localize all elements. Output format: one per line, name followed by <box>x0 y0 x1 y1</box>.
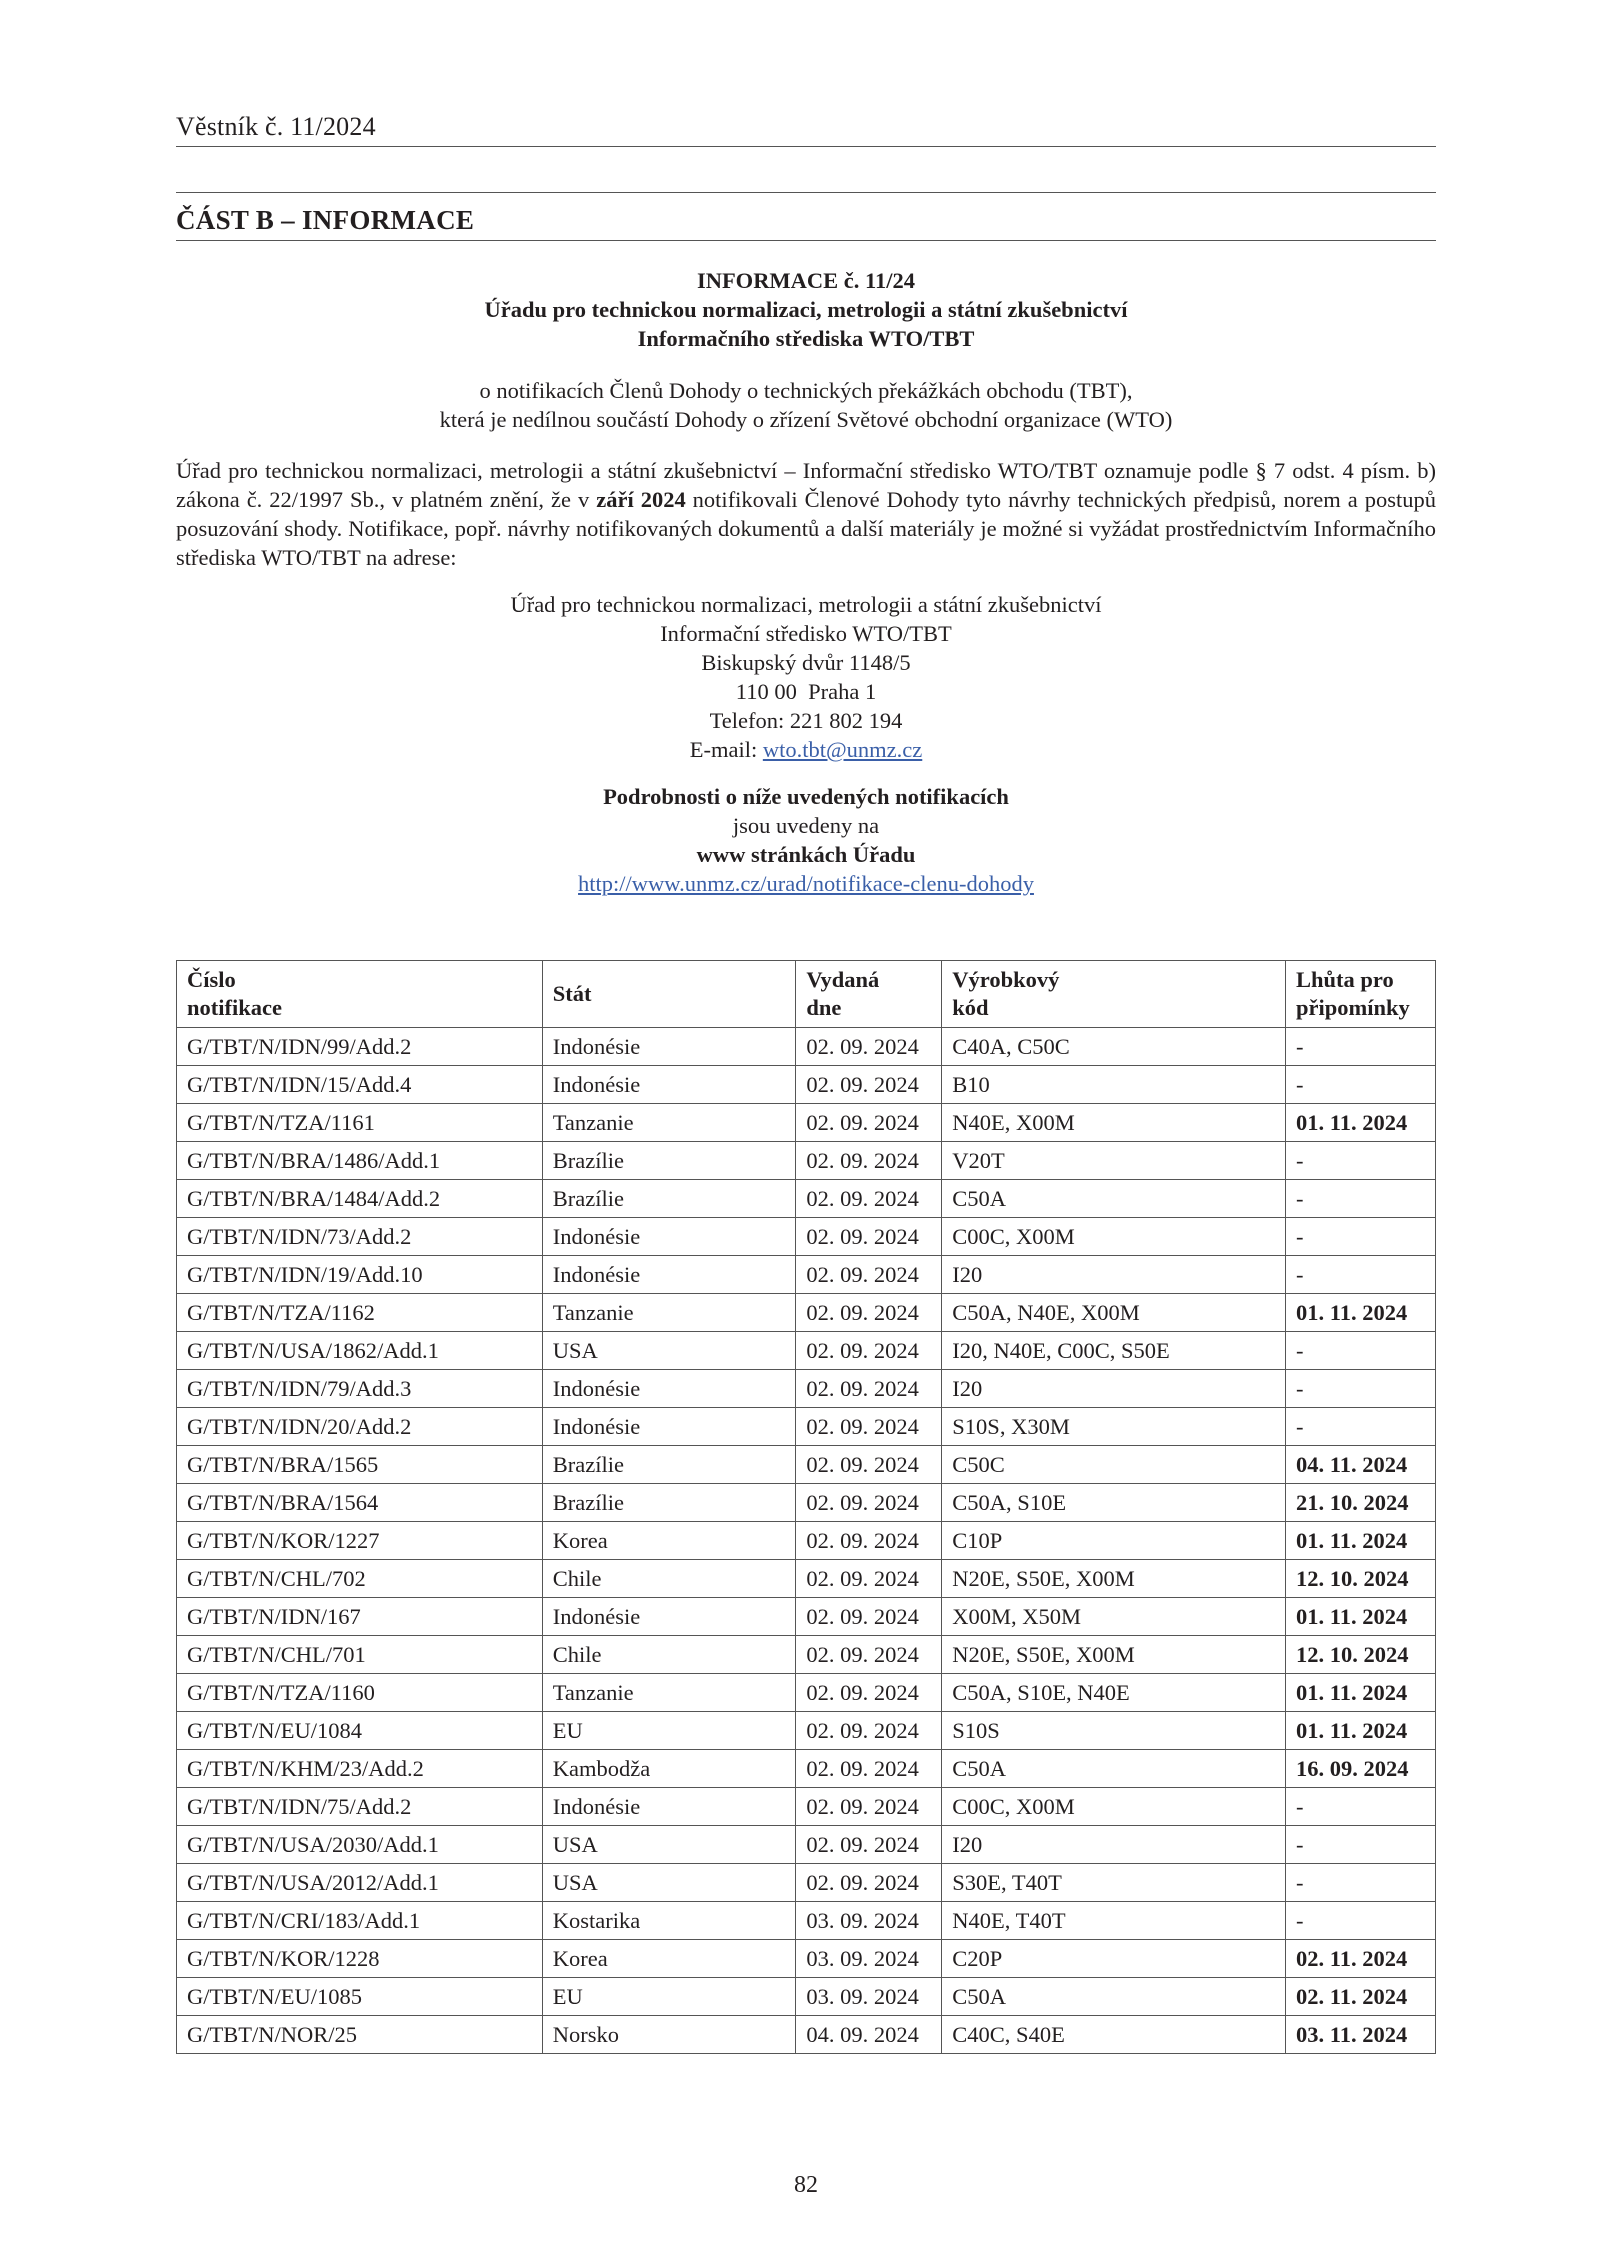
table-row <box>177 1104 1436 1142</box>
state-cell: Indonésie <box>542 1256 796 1294</box>
issued-date-cell: 02. 09. 2024 <box>796 1446 942 1484</box>
address-line: 110 00 Praha 1 <box>735 679 877 704</box>
table-row <box>177 1446 1436 1484</box>
issued-date-cell: 02. 09. 2024 <box>796 1636 942 1674</box>
state-cell: Korea <box>542 1940 796 1978</box>
deadline-cell: - <box>1286 1902 1436 1940</box>
address-line: Telefon: 221 802 194 <box>709 708 903 733</box>
issued-date-cell: 02. 09. 2024 <box>796 1256 942 1294</box>
state-cell: Indonésie <box>542 1408 796 1446</box>
notification-number-cell: G/TBT/N/TZA/1162 <box>177 1294 543 1332</box>
header-deadline: Lhůta pro připomínky <box>1286 961 1436 1028</box>
issued-date-cell: 04. 09. 2024 <box>796 2016 942 2054</box>
table-row <box>177 1940 1436 1978</box>
table-row <box>177 1598 1436 1636</box>
product-code-cell: C10P <box>942 1522 1286 1560</box>
section-rule-bottom <box>176 240 1436 241</box>
state-cell: EU <box>542 1712 796 1750</box>
product-code-cell: S10S <box>942 1712 1286 1750</box>
table-row <box>177 1902 1436 1940</box>
notification-number-cell: G/TBT/N/BRA/1484/Add.2 <box>177 1180 543 1218</box>
notification-number-cell: G/TBT/N/KOR/1227 <box>177 1522 543 1560</box>
details-line: www stránkách Úřadu <box>696 842 916 867</box>
deadline-cell: 12. 10. 2024 <box>1286 1636 1436 1674</box>
deadline-cell: - <box>1286 1142 1436 1180</box>
notification-number-cell: G/TBT/N/IDN/79/Add.3 <box>177 1370 543 1408</box>
notification-number-cell: G/TBT/N/KOR/1228 <box>177 1940 543 1978</box>
details-line: jsou uvedeny na <box>732 813 880 838</box>
table-header-row <box>177 961 1436 1028</box>
issued-date-cell: 03. 09. 2024 <box>796 1902 942 1940</box>
info-subtitle-line: o notifikacích Členů Dohody o technických překážkách obchodu (TBT), <box>479 378 1133 403</box>
notification-number-cell: G/TBT/N/EU/1085 <box>177 1978 543 2016</box>
notification-number-cell: G/TBT/N/BRA/1486/Add.1 <box>177 1142 543 1180</box>
deadline-cell: - <box>1286 1066 1436 1104</box>
info-title-line: Úřadu pro technickou normalizaci, metrologii a státní zkušebnictví <box>484 297 1128 322</box>
product-code-cell: N20E, S50E, X00M <box>942 1560 1286 1598</box>
issued-date-cell: 02. 09. 2024 <box>796 1522 942 1560</box>
deadline-cell: 21. 10. 2024 <box>1286 1484 1436 1522</box>
deadline-cell: 01. 11. 2024 <box>1286 1522 1436 1560</box>
issued-date-cell: 02. 09. 2024 <box>796 1370 942 1408</box>
state-cell: Kambodža <box>542 1750 796 1788</box>
notification-number-cell: G/TBT/N/CHL/702 <box>177 1560 543 1598</box>
deadline-cell: - <box>1286 1370 1436 1408</box>
info-subtitle <box>176 376 1436 434</box>
email-label: E-mail: <box>689 737 763 762</box>
info-subtitle-line: která je nedílnou součástí Dohody o zřízení Světové obchodní organizace (WTO) <box>439 407 1173 432</box>
deadline-cell: 16. 09. 2024 <box>1286 1750 1436 1788</box>
table-row <box>177 2016 1436 2054</box>
issued-date-cell: 03. 09. 2024 <box>796 1940 942 1978</box>
table-row <box>177 1256 1436 1294</box>
state-cell: Korea <box>542 1522 796 1560</box>
issued-date-cell: 02. 09. 2024 <box>796 1598 942 1636</box>
product-code-cell: N40E, T40T <box>942 1902 1286 1940</box>
page-number: 82 <box>794 2172 818 2198</box>
deadline-cell: - <box>1286 1864 1436 1902</box>
state-cell: EU <box>542 1978 796 2016</box>
section-rule-top <box>176 192 1436 193</box>
table-row <box>177 1218 1436 1256</box>
state-cell: USA <box>542 1826 796 1864</box>
product-code-cell: C50A <box>942 1750 1286 1788</box>
product-code-cell: S30E, T40T <box>942 1864 1286 1902</box>
deadline-cell: - <box>1286 1332 1436 1370</box>
state-cell: Indonésie <box>542 1788 796 1826</box>
issued-date-cell: 02. 09. 2024 <box>796 1218 942 1256</box>
deadline-cell: 04. 11. 2024 <box>1286 1446 1436 1484</box>
notification-number-cell: G/TBT/N/IDN/167 <box>177 1598 543 1636</box>
notification-number-cell: G/TBT/N/IDN/15/Add.4 <box>177 1066 543 1104</box>
table-row <box>177 1522 1436 1560</box>
table-body <box>177 1028 1436 2054</box>
header-product-code: Výrobkový kód <box>942 961 1286 1028</box>
notifications-table <box>176 960 1436 2054</box>
notification-number-cell: G/TBT/N/IDN/75/Add.2 <box>177 1788 543 1826</box>
table-row <box>177 1294 1436 1332</box>
deadline-cell: - <box>1286 1408 1436 1446</box>
state-cell: Brazílie <box>542 1446 796 1484</box>
product-code-cell: I20 <box>942 1370 1286 1408</box>
state-cell: Indonésie <box>542 1066 796 1104</box>
table-row <box>177 1978 1436 2016</box>
state-cell: Kostarika <box>542 1902 796 1940</box>
table-row <box>177 1864 1436 1902</box>
running-title: Věstník č. 11/2024 <box>176 112 376 141</box>
issued-date-cell: 02. 09. 2024 <box>796 1332 942 1370</box>
issued-date-cell: 02. 09. 2024 <box>796 1674 942 1712</box>
details-line: Podrobnosti o níže uvedených notifikacích <box>603 784 1009 809</box>
header-state: Stát <box>542 961 796 1028</box>
deadline-cell: 12. 10. 2024 <box>1286 1560 1436 1598</box>
deadline-cell: - <box>1286 1180 1436 1218</box>
issued-date-cell: 02. 09. 2024 <box>796 1484 942 1522</box>
info-title <box>176 266 1436 353</box>
table-row <box>177 1826 1436 1864</box>
deadline-cell: 01. 11. 2024 <box>1286 1294 1436 1332</box>
product-code-cell: C50A <box>942 1978 1286 2016</box>
state-cell: Norsko <box>542 2016 796 2054</box>
state-cell: Indonésie <box>542 1370 796 1408</box>
state-cell: Chile <box>542 1560 796 1598</box>
info-title-line: Informačního střediska WTO/TBT <box>637 326 975 351</box>
info-title-line: INFORMACE č. 11/24 <box>696 268 916 293</box>
product-code-cell: S10S, X30M <box>942 1408 1286 1446</box>
state-cell: Brazílie <box>542 1142 796 1180</box>
product-code-cell: C40C, S40E <box>942 2016 1286 2054</box>
deadline-cell: 01. 11. 2024 <box>1286 1104 1436 1142</box>
details-url-line <box>176 869 1436 898</box>
notification-number-cell: G/TBT/N/BRA/1564 <box>177 1484 543 1522</box>
product-code-cell: N40E, X00M <box>942 1104 1286 1142</box>
notification-number-cell: G/TBT/N/NOR/25 <box>177 2016 543 2054</box>
intro-text: Úřad pro technickou normalizaci, metrologii a státní zkušebnictví – Informační středisko WTO/TBT oznamuje podle § 7 odst. 4 písm. b) zákona č. 22/1997 Sb., v platném znění, že v <box>176 458 1436 512</box>
notification-number-cell: G/TBT/N/IDN/20/Add.2 <box>177 1408 543 1446</box>
email-line <box>176 735 1436 764</box>
notification-number-cell: G/TBT/N/CHL/701 <box>177 1636 543 1674</box>
issued-date-cell: 02. 09. 2024 <box>796 1826 942 1864</box>
issued-date-cell: 02. 09. 2024 <box>796 1864 942 1902</box>
state-cell: Indonésie <box>542 1218 796 1256</box>
table-row <box>177 1560 1436 1598</box>
deadline-cell: 02. 11. 2024 <box>1286 1940 1436 1978</box>
issued-date-cell: 02. 09. 2024 <box>796 1028 942 1066</box>
notification-number-cell: G/TBT/N/IDN/99/Add.2 <box>177 1028 543 1066</box>
product-code-cell: C50A, S10E, N40E <box>942 1674 1286 1712</box>
details-block <box>176 782 1436 898</box>
table-row <box>177 1484 1436 1522</box>
notification-number-cell: G/TBT/N/USA/2012/Add.1 <box>177 1864 543 1902</box>
table-row <box>177 1636 1436 1674</box>
product-code-cell: B10 <box>942 1066 1286 1104</box>
address-line: Úřad pro technickou normalizaci, metrologii a státní zkušebnictví <box>510 592 1102 617</box>
table-row <box>177 1332 1436 1370</box>
notification-number-cell: G/TBT/N/IDN/19/Add.10 <box>177 1256 543 1294</box>
state-cell: Indonésie <box>542 1598 796 1636</box>
issued-date-cell: 02. 09. 2024 <box>796 1750 942 1788</box>
issued-date-cell: 02. 09. 2024 <box>796 1408 942 1446</box>
table-row <box>177 1180 1436 1218</box>
deadline-cell: - <box>1286 1256 1436 1294</box>
product-code-cell: I20 <box>942 1826 1286 1864</box>
product-code-cell: C00C, X00M <box>942 1218 1286 1256</box>
deadline-cell: - <box>1286 1218 1436 1256</box>
intro-month: září 2024 <box>596 487 686 512</box>
notification-number-cell: G/TBT/N/USA/2030/Add.1 <box>177 1826 543 1864</box>
issued-date-cell: 02. 09. 2024 <box>796 1066 942 1104</box>
issued-date-cell: 03. 09. 2024 <box>796 1978 942 2016</box>
state-cell: Indonésie <box>542 1028 796 1066</box>
product-code-cell: C50C <box>942 1446 1286 1484</box>
issued-date-cell: 02. 09. 2024 <box>796 1142 942 1180</box>
state-cell: Tanzanie <box>542 1104 796 1142</box>
state-cell: Brazílie <box>542 1180 796 1218</box>
notification-number-cell: G/TBT/N/TZA/1160 <box>177 1674 543 1712</box>
address-line: Informační středisko WTO/TBT <box>660 621 952 646</box>
table-row <box>177 1370 1436 1408</box>
table-row <box>177 1066 1436 1104</box>
deadline-cell: 02. 11. 2024 <box>1286 1978 1436 2016</box>
product-code-cell: I20, N40E, C00C, S50E <box>942 1332 1286 1370</box>
deadline-cell: - <box>1286 1826 1436 1864</box>
state-cell: Brazílie <box>542 1484 796 1522</box>
state-cell: USA <box>542 1864 796 1902</box>
table-row <box>177 1408 1436 1446</box>
section-title: ČÁST B – INFORMACE <box>176 205 475 235</box>
table-row <box>177 1028 1436 1066</box>
product-code-cell: V20T <box>942 1142 1286 1180</box>
details-url-link[interactable]: http://www.unmz.cz/urad/notifikace-clenu-dohody <box>578 871 1034 896</box>
issued-date-cell: 02. 09. 2024 <box>796 1294 942 1332</box>
table-row <box>177 1142 1436 1180</box>
notification-number-cell: G/TBT/N/TZA/1161 <box>177 1104 543 1142</box>
address-line: Biskupský dvůr 1148/5 <box>701 650 911 675</box>
deadline-cell: 01. 11. 2024 <box>1286 1598 1436 1636</box>
deadline-cell: 01. 11. 2024 <box>1286 1712 1436 1750</box>
product-code-cell: I20 <box>942 1256 1286 1294</box>
table-row <box>177 1712 1436 1750</box>
product-code-cell: C20P <box>942 1940 1286 1978</box>
state-cell: Tanzanie <box>542 1674 796 1712</box>
header-date: Vydaná dne <box>796 961 942 1028</box>
product-code-cell: C00C, X00M <box>942 1788 1286 1826</box>
deadline-cell: 01. 11. 2024 <box>1286 1674 1436 1712</box>
product-code-cell: N20E, S50E, X00M <box>942 1636 1286 1674</box>
deadline-cell: - <box>1286 1788 1436 1826</box>
table-row <box>177 1788 1436 1826</box>
state-cell: Chile <box>542 1636 796 1674</box>
table-row <box>177 1674 1436 1712</box>
email-link[interactable]: wto.tbt@unmz.cz <box>762 737 923 762</box>
state-cell: USA <box>542 1332 796 1370</box>
product-code-cell: C50A, S10E <box>942 1484 1286 1522</box>
product-code-cell: C50A <box>942 1180 1286 1218</box>
header-rule <box>176 146 1436 147</box>
notification-number-cell: G/TBT/N/IDN/73/Add.2 <box>177 1218 543 1256</box>
issued-date-cell: 02. 09. 2024 <box>796 1104 942 1142</box>
intro-paragraph <box>176 456 1436 572</box>
issued-date-cell: 02. 09. 2024 <box>796 1180 942 1218</box>
product-code-cell: C40A, C50C <box>942 1028 1286 1066</box>
table-row <box>177 1750 1436 1788</box>
issued-date-cell: 02. 09. 2024 <box>796 1788 942 1826</box>
notification-number-cell: G/TBT/N/BRA/1565 <box>177 1446 543 1484</box>
notification-number-cell: G/TBT/N/EU/1084 <box>177 1712 543 1750</box>
notification-number-cell: G/TBT/N/KHM/23/Add.2 <box>177 1750 543 1788</box>
address-block <box>176 590 1436 764</box>
product-code-cell: X00M, X50M <box>942 1598 1286 1636</box>
intro-text-continued: notifikovali Členové Dohody tyto návrhy technických předpisů, norem a postupů posuzování shody. Notifikace, popř. návrhy notifikovaných dokumentů a další materiály je možné si vyžádat prostřednictvím Informačního střediska WTO/TBT na adrese: <box>176 487 1437 570</box>
issued-date-cell: 02. 09. 2024 <box>796 1560 942 1598</box>
issued-date-cell: 02. 09. 2024 <box>796 1712 942 1750</box>
header-number: Číslo notifikace <box>177 961 543 1028</box>
product-code-cell: C50A, N40E, X00M <box>942 1294 1286 1332</box>
notification-number-cell: G/TBT/N/CRI/183/Add.1 <box>177 1902 543 1940</box>
state-cell: Tanzanie <box>542 1294 796 1332</box>
deadline-cell: - <box>1286 1028 1436 1066</box>
deadline-cell: 03. 11. 2024 <box>1286 2016 1436 2054</box>
notification-number-cell: G/TBT/N/USA/1862/Add.1 <box>177 1332 543 1370</box>
